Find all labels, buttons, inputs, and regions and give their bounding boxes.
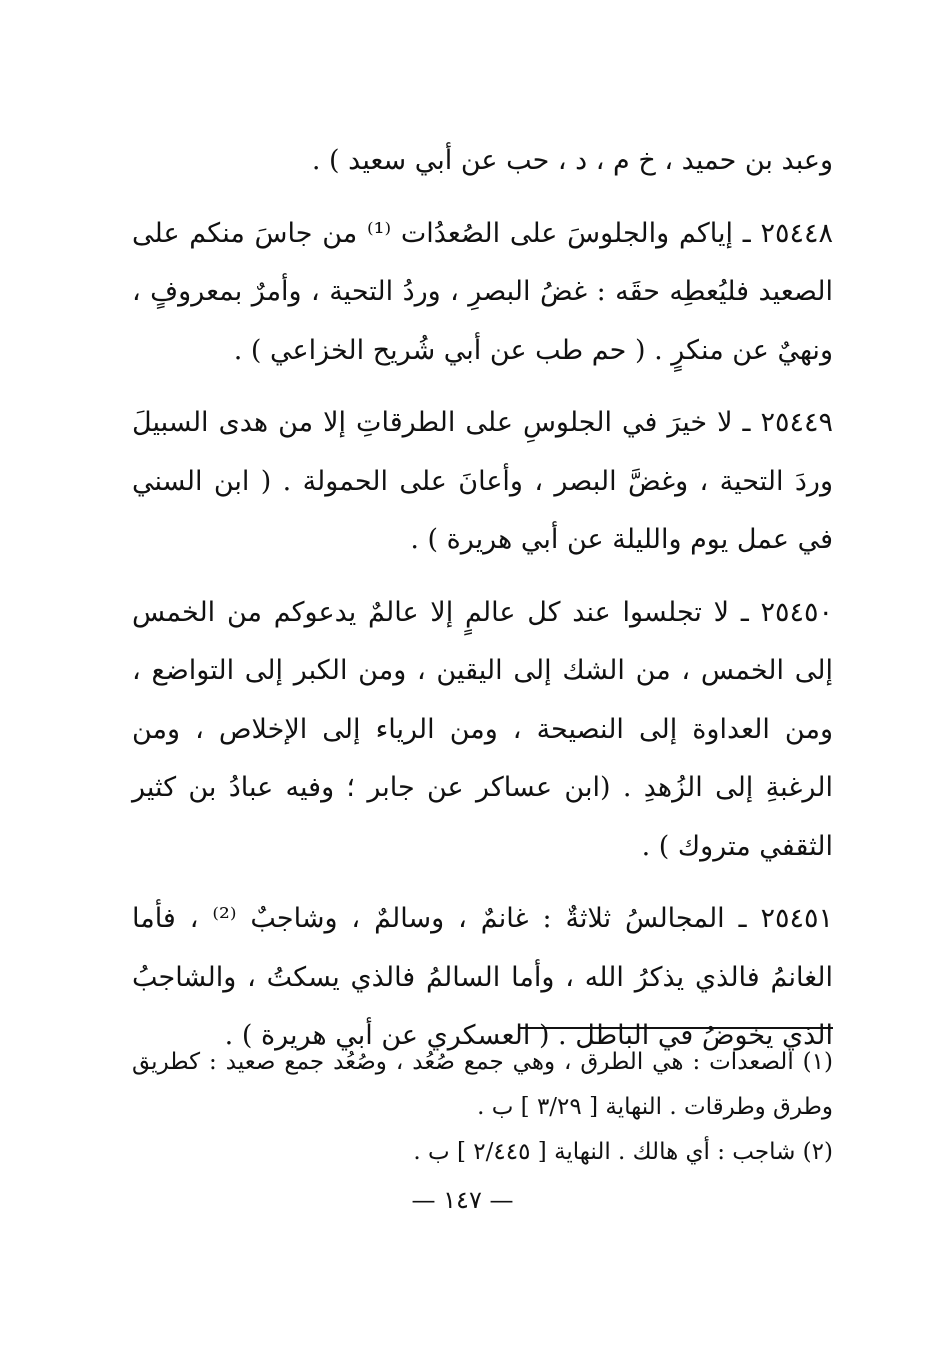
hadith-text: لا تجلسوا عند كل عالمٍ إلا عالمٌ يدعوكم من الخمس إلى الخمس ، من الشك إلى اليقين ، ومن الكبر إلى التواضع ، ومن العداوة إلى النصيحة ، ومن الرياء إلى الإخلاص ، ومن الرغبةِ إلى الزُهدِ . (ابن عساكر عن جابر ؛ وفيه عبادُ بن كثير الثقفي متروك ) . xyxy=(132,596,833,862)
intro-line: وعبد بن حميد ، خ م ، د ، حب عن أبي سعيد ) . xyxy=(311,145,833,176)
hadith-dash: ـ xyxy=(740,596,749,628)
hadith-25450 xyxy=(132,584,833,877)
hadith-dash: ـ xyxy=(742,217,751,249)
hadith-text: لا خيرَ في الجلوسِ على الطرقاتِ إلا من هدى السبيلَ وردَ التحية ، وغضَّ البصر ، وأعانَ على الحمولة . ( ابن السني في عمل يوم والليلة عن أبي هريرة ) . xyxy=(132,407,833,555)
main-text xyxy=(132,132,833,1080)
hadith-number: ٢٥٤٤٩ xyxy=(760,407,833,438)
hadith-25449 xyxy=(132,394,833,570)
hadith-text: المجالسُ ثلاثةٌ : غانمٌ ، وسالمٌ ، وشاجبٌ ⁽²⁾ ، فأما الغانمُ فالذي يذكرُ الله ، وأما السالمُ فالذي يسكتُ ، والشاجبُ الذي يخوضُ في الباطل . ( العسكري عن أبي هريرة ) . xyxy=(132,903,833,1051)
hadith-number: ٢٥٤٥١ xyxy=(760,903,833,934)
hadith-dash: ـ xyxy=(738,903,747,934)
footnote-divider xyxy=(518,1027,833,1029)
hadith-text: إياكم والجلوسَ على الصُعدُات ⁽¹⁾ من جاسَ منكم على الصعيد فليُعطِه حقَه : غضُ البصرِ ، وردُ التحية ، وأمرٌ بمعروفٍ ، ونهيٌ عن منكرٍ . ( حم طب عن أبي شُريح الخزاعي ) . xyxy=(132,217,833,366)
footnote-2: (٢) شاجب : أي هالك . النهاية [ ٢/٤٤٥ ] ب . xyxy=(413,1139,833,1165)
footnotes xyxy=(132,1040,833,1175)
hadith-number: ٢٥٤٤٨ xyxy=(760,217,833,249)
hadith-25448 xyxy=(132,205,833,381)
footnote-1: (١) الصعدات : هي الطرق ، وهي جمع صُعُد ، وصُعُد جمع صعيد : كطريق وطرق وطرقات . النهاية [ ٣/٢٩ ] ب . xyxy=(132,1049,833,1120)
hadith-number: ٢٥٤٥٠ xyxy=(760,596,834,628)
page-number: — ١٤٧ — xyxy=(411,1186,514,1214)
hadith-dash: ـ xyxy=(742,407,751,438)
